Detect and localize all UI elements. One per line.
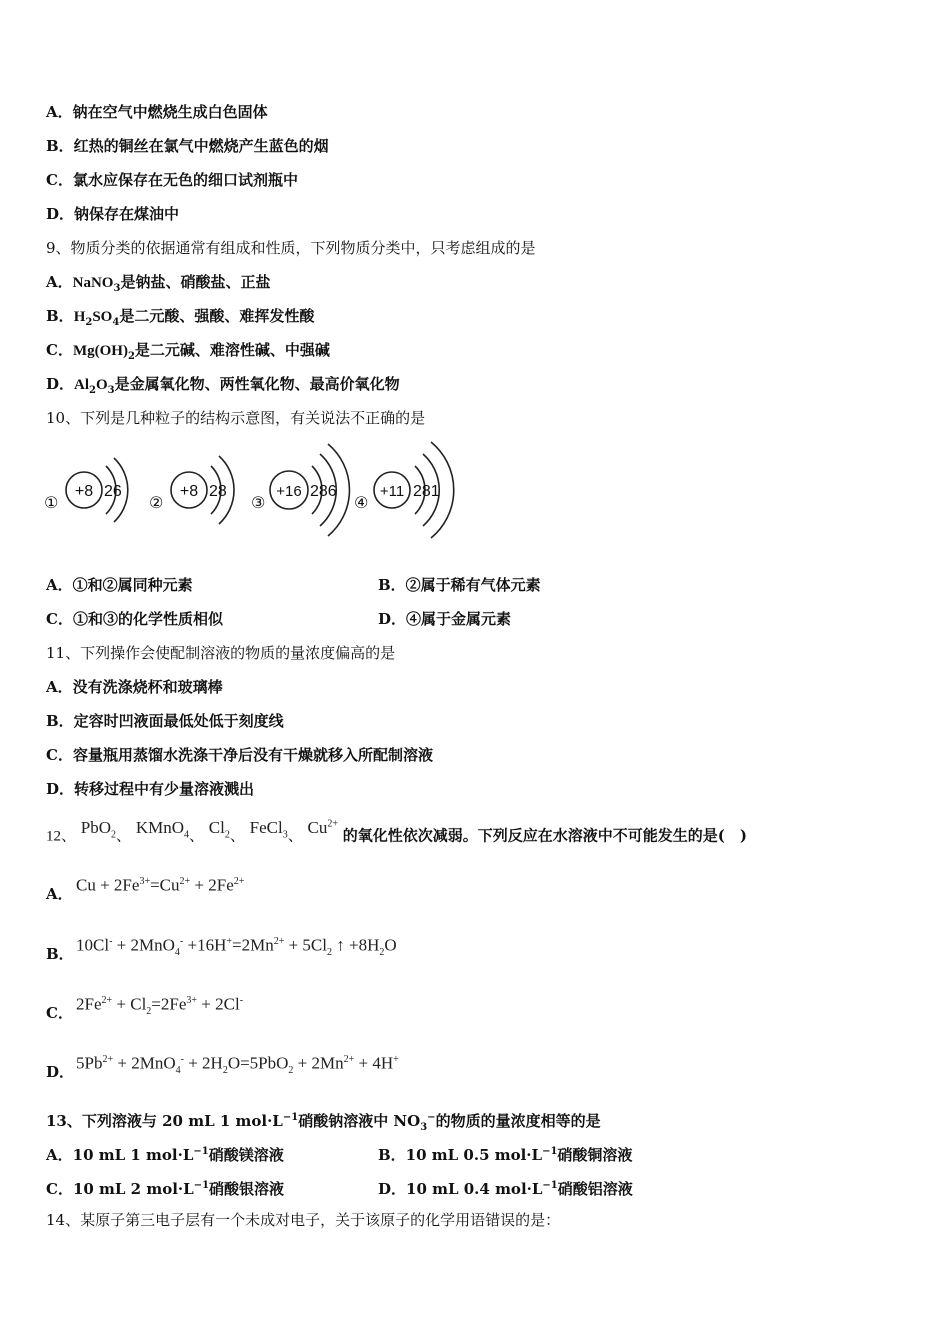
atom-1-nucleus-charge: +8 <box>74 483 94 500</box>
option-label: A． <box>46 885 73 903</box>
q12-option-b <box>46 944 74 964</box>
q9-option-a <box>46 272 270 299</box>
oxidant-kmno4: KMnO$_4$ <box>135 817 189 841</box>
q12-option-a <box>46 884 73 904</box>
subscript: 3 <box>113 283 121 294</box>
separator: 、 <box>189 826 205 845</box>
option-label: D． <box>46 375 75 393</box>
subscript: 2 <box>127 351 135 362</box>
formula: SO <box>92 309 113 325</box>
q12-equation-d: $5Pb^{2+} + 2MnO_4^- + 2H_2O=5PbO_2 + 2Mn^{2+} + 4H^+$ <box>76 1053 399 1077</box>
separator: 、 <box>287 826 303 845</box>
q8-option-a: A．钠在空气中燃烧生成白色固体 <box>46 103 268 121</box>
subscript: 2 <box>89 385 96 396</box>
option-label: B． <box>46 945 74 963</box>
option-label: B． <box>46 307 74 325</box>
oxidant-pbo2: PbO$_2$ <box>80 817 117 841</box>
atom-1-shell-electrons: 26 <box>104 483 122 500</box>
q13-option-d: D．10 mL 0.4 $mol\cdot L^{-1}$硝酸铝溶液 <box>378 1180 633 1198</box>
atom-2-label: ② <box>149 495 164 512</box>
subscript: 4 <box>112 317 120 328</box>
atom-4-shell-electrons: 281 <box>413 483 440 500</box>
option-text: 是二元酸、强酸、难挥发性酸 <box>119 307 315 325</box>
q14-stem: 14、某原子第三电子层有一个未成对电子，关于该原子的化学用语错误的是： <box>46 1211 561 1229</box>
question-text: 的氧化性依次减弱。下列反应在水溶液中不可能发生的是( ) <box>342 826 747 845</box>
q9-option-c <box>46 340 330 367</box>
option-text: 是二元碱、难溶性碱、中强碱 <box>134 341 330 359</box>
option-label: C． <box>46 1004 73 1022</box>
q11-option-d: D．转移过程中有少量溶液溅出 <box>46 780 255 798</box>
option-label: D． <box>46 1063 75 1081</box>
atom-2-nucleus-charge: +8 <box>179 483 199 500</box>
formula: Al <box>74 377 90 393</box>
atom-3-label: ③ <box>251 495 266 512</box>
q11-stem: 11、下列操作会使配制溶液的物质的量浓度偏高的是 <box>46 644 396 662</box>
formula: O <box>95 377 108 393</box>
formula: Mg(OH) <box>72 343 128 359</box>
atom-4-nucleus-charge: +11 <box>379 483 405 500</box>
atom-structure-diagrams <box>44 440 464 550</box>
option-label: C． <box>46 341 73 359</box>
q10-option-a: A．①和②属同种元素 <box>46 576 193 594</box>
q13-option-a: A．10 mL 1 $mol\cdot L^{-1}$硝酸镁溶液 <box>46 1146 284 1164</box>
formula: NaNO <box>72 275 114 291</box>
separator: 、 <box>116 826 132 845</box>
q12-equation-c: $2Fe^{2+} + Cl_2=2Fe^{3+} + 2Cl^-$ <box>76 994 244 1018</box>
q9-option-d <box>46 374 400 401</box>
option-text: 是钠盐、硝酸盐、正盐 <box>120 273 271 291</box>
question-number: 12、 <box>46 828 77 845</box>
q8-option-d: D．钠保存在煤油中 <box>46 205 180 223</box>
q13-stem: 13、下列溶液与 20 mL 1 $mol\cdot L^{-1}$硝酸钠溶液中 $NO_3^-$的物质的量浓度相等的是 <box>46 1112 601 1133</box>
atom-1-label: ① <box>44 495 59 512</box>
q10-option-b: B．②属于稀有气体元素 <box>378 576 541 594</box>
q12-stem <box>46 817 747 853</box>
oxidant-cu2: $Cu^{2+}$ <box>307 817 338 837</box>
q12-option-c <box>46 1003 73 1023</box>
q12-equation-a: $Cu + 2Fe^{3+}=Cu^{2+} + 2Fe^{2+}$ <box>76 875 245 895</box>
q11-option-a: A．没有洗涤烧杯和玻璃棒 <box>46 678 223 696</box>
q10-stem: 10、下列是几种粒子的结构示意图，有关说法不正确的是 <box>46 409 426 427</box>
formula: H <box>73 309 86 325</box>
oxidant-cl2: $Cl_2$ <box>208 817 230 841</box>
q10-option-d: D．④属于金属元素 <box>378 610 512 628</box>
subscript: 2 <box>85 317 93 328</box>
separator: 、 <box>229 826 245 845</box>
q9-stem: 9、物质分类的依据通常有组成和性质，下列物质分类中，只考虑组成的是 <box>46 239 536 257</box>
q13-option-c: C．10 mL 2 $mol\cdot L^{-1}$硝酸银溶液 <box>46 1180 285 1198</box>
atom-4-label: ④ <box>354 495 369 512</box>
q8-option-c: C．氯水应保存在无色的细口试剂瓶中 <box>46 171 298 189</box>
subscript: 3 <box>107 385 115 396</box>
q8-option-b: B．红热的铜丝在氯气中燃烧产生蓝色的烟 <box>46 137 329 155</box>
option-label: A． <box>46 273 73 291</box>
q12-option-d <box>46 1062 74 1082</box>
atom-3-shell-electrons: 286 <box>310 483 337 500</box>
option-text: 是金属氧化物、两性氧化物、最高价氧化物 <box>114 375 400 393</box>
q10-option-c: C．①和③的化学性质相似 <box>46 610 223 628</box>
q13-option-b: B．10 mL 0.5 $mol\cdot L^{-1}$硝酸铜溶液 <box>378 1146 633 1164</box>
oxidant-fecl3: FeCl$_3$ <box>249 817 288 841</box>
atom-3-nucleus-charge: +16 <box>276 483 302 500</box>
q11-option-c: C．容量瓶用蒸馏水洗涤干净后没有干燥就移入所配制溶液 <box>46 746 433 764</box>
atom-2-shell-electrons: 28 <box>209 483 227 500</box>
q12-equation-b: $10Cl^- + 2MnO_4^- +16H^+=2Mn^{2+} + 5Cl_2$ ↑ $+8H_2O$ <box>76 935 397 959</box>
q9-option-b <box>46 306 314 333</box>
q11-option-b: B．定容时凹液面最低处低于刻度线 <box>46 712 284 730</box>
